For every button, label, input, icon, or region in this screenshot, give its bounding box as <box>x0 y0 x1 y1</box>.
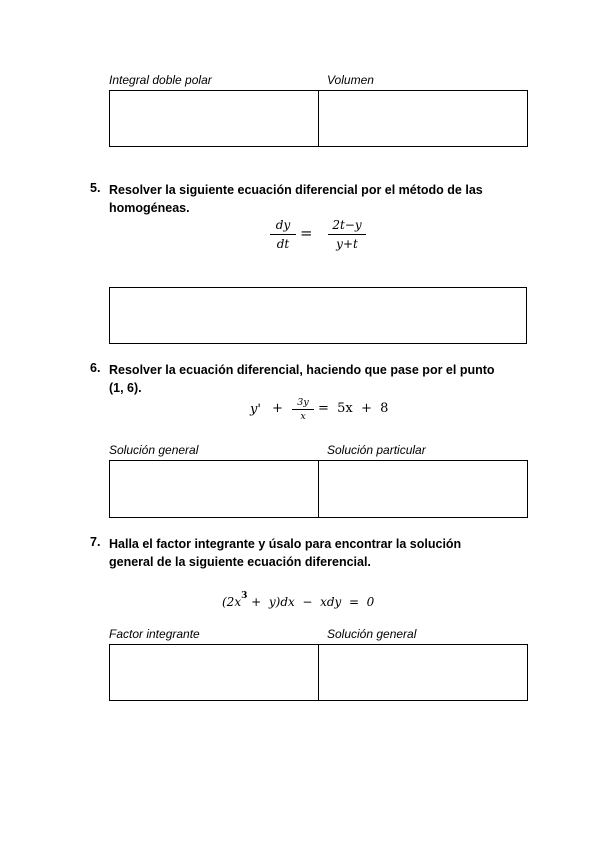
label-integral-doble-polar: Integral doble polar <box>109 73 212 87</box>
question-7-text <box>109 535 529 571</box>
label-solucion-general-q7: Solución general <box>327 627 417 641</box>
question-7-number: 7. <box>90 535 101 549</box>
label-solucion-general-q6: Solución general <box>109 443 199 457</box>
q6-term-yprime: y' <box>250 402 261 417</box>
q5-lhs-numerator: dy <box>275 218 291 232</box>
question-6-text <box>109 361 529 397</box>
q7-eq-part1: (2x <box>222 595 242 609</box>
q7-equation <box>222 591 375 609</box>
question-5-line2: homogéneas. <box>109 201 190 215</box>
q5-equals-sign: = <box>300 224 313 242</box>
q6-plus-sign: + <box>272 401 283 416</box>
q6-fraction-denominator: x <box>300 411 306 422</box>
box-divider <box>318 91 319 146</box>
q5-lhs-fraction <box>270 218 296 251</box>
box-divider <box>318 461 319 517</box>
q6-rhs: = 5x + 8 <box>318 401 389 416</box>
question-5-text <box>109 181 529 217</box>
label-solucion-particular: Solución particular <box>327 443 426 457</box>
fraction-bar <box>270 234 296 235</box>
answer-box-top[interactable] <box>109 90 528 147</box>
answer-box-q7[interactable] <box>109 644 528 701</box>
q7-exponent: 3 <box>241 591 248 601</box>
q5-rhs-numerator: 2t−y <box>332 218 362 232</box>
label-factor-integrante: Factor integrante <box>109 627 200 641</box>
q5-rhs-denominator: y+t <box>336 237 358 251</box>
answer-box-q5[interactable] <box>109 287 527 344</box>
question-6-number: 6. <box>90 361 101 375</box>
q7-eq-part2: + y)dx − xdy = 0 <box>247 595 375 609</box>
question-5-line1: Resolver la siguiente ecuación diferencial por el método de las <box>109 183 483 197</box>
question-6-line2: (1, 6). <box>109 381 142 395</box>
label-volumen: Volumen <box>327 73 374 87</box>
question-7-line2: general de la siguiente ecuación diferencial. <box>109 555 371 569</box>
answer-box-q6[interactable] <box>109 460 528 518</box>
question-7-line1: Halla el factor integrante y úsalo para encontrar la solución <box>109 537 462 551</box>
box-divider <box>318 645 319 700</box>
q5-rhs-fraction <box>328 218 366 251</box>
q6-fraction <box>292 397 314 422</box>
question-5-number: 5. <box>90 181 101 195</box>
fraction-bar <box>328 234 366 235</box>
fraction-bar <box>292 409 314 410</box>
q6-fraction-numerator: 3y <box>297 397 309 408</box>
question-6-line1: Resolver la ecuación diferencial, haciendo que pase por el punto <box>109 363 495 377</box>
q5-lhs-denominator: dt <box>276 237 290 251</box>
